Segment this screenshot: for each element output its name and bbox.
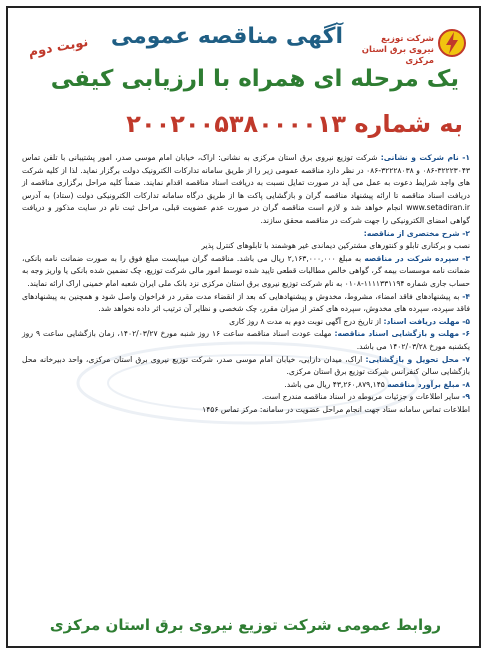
paragraph-text: به پیشنهادهای فاقد امضاء، مشروط، مخدوش و پیشنهادهایی که بعد از انقضاء مدت مقرر در فراخوان واصل شود و همچنین به پیشنهادهای فاقد سپرده، سپرده های مخدوش، سپرده های کمتر از میزان مقرر، چک شخصی و نظایر آن ترتیب اثر داده نخواهد شد. [22,291,470,314]
paragraph-text: از تاریخ درج آگهی نوبت دوم به مدت ۸ روز کاری [229,316,382,326]
paragraph-location [22,354,470,379]
paragraph-text: اطلاعات تماس سامانه ستاد جهت انجام مراحل عضویت در سامانه: مرکز تماس ۱۴۵۶ [202,404,470,414]
paragraph-company [22,152,470,228]
paragraph-text: نصب و برکناری تابلو و کنتورهای مشترکین دیماندی غیر هوشمند با تابلوهای کنترل پذیر [201,241,470,251]
paragraph-deposit [22,253,470,291]
paragraph-label: ۸- مبلغ برآورد مناقصه [387,379,470,389]
lightning-logo-icon [437,28,467,58]
tender-number: به شماره ۲۰۰۲۰۰۵۳۸۰۰۰۰۱۳ [126,110,463,138]
paragraph-opening [22,328,470,353]
paragraph-text: اراک، میدان دارایی، خیابان امام موسی صدر، شرکت توزیع نیروی برق استان مرکزی، واحد دبیرخانه محل بازگشایی سالن کنفرانس شرکت توزیع برق استان مرکزی. [22,354,470,377]
paragraph-text: مهلت عودت اسناد مناقصه ساعت ۱۶ روز شنبه مورخ ۱۴۰۲/۰۳/۲۷، زمان بازگشایی ساعت ۹ روز یکشنبه مورخ ۱۴۰۲/۰۳/۲۸ می باشد. [22,329,470,351]
paragraph-label: ۲- شرح مختصری از مناقصه: [363,228,470,238]
paragraph-other-info [22,391,470,404]
paragraph-description [22,228,470,253]
paragraph-label: ۷- محل تحویل و بازگشایی: [365,354,470,364]
paragraph-label: ۶- مهلت و بازگشایی اسناد مناقصه: [334,329,470,339]
paragraph-label: ۱- نام شرکت و نشانی: [380,153,470,162]
round-badge: نوبت دوم [27,34,90,61]
paragraph-text: شرکت توزیع نیروی برق استان مرکزی به نشانی: اراک، خیابان امام موسی صدر، امور پشتیبانی با تلفن تماس ۳۲۲۲۳۰۴۳-۰۸۶ و ۳۲۲۲۸۰۳۸-۰۸۶ در نظر دارد مناقصه عمومی زیر را از طریق سامانه تدارکات الکترونیک دولت برگزار نماید. لذا از کلیه شرکت های واجد شرایط دعوت به عمل می آید در صورت تمایل نسبت به دریافت اسناد مناقصه اقدام نمایند. ضمناً کلیه مراحل برگزاری مناقصه از دریافت اسناد مناقصه تا ارائه پیشنهاد مناقصه گران و بازگشایی پاکت ها از طریق درگاه سامانه تدارکات الکترونیکی دولت (ستاد) به آدرس www.setadiran.ir انجام خواهد شد و لازم است مناقصه گران در صورت عدم عضویت قبلی، مراحل ثبت نام در سایت مذکور و دریافت گواهی امضای الکترونیکی را جهت شرکت در مناقصه محقق سازند. [22,153,470,225]
paragraph-rejections [22,291,470,316]
paragraph-label: ۹- [462,392,470,402]
paragraph-label: ۳- سپرده شرکت در مناقصه [364,253,471,263]
advertisement-frame [6,6,481,648]
paragraph-label: ۵- مهلت دریافت اسناد: [383,316,470,326]
paragraph-estimate [22,379,470,392]
paragraph-text: ۴۳,۲۶۰,۸۷۹,۱۴۵ ریال می باشد. [284,379,385,389]
paragraph-text: سایر اطلاعات و جزئیات مربوطه در اسناد مناقصه مندرج است. [261,392,460,402]
paragraph-text: به مبلغ ۲,۱۶۳,۰۰۰,۰۰۰ ریال می باشد. مناقصه گران میبایست مبلغ فوق را به صورت ضمانت نامه بانکی، ضمانت نامه موسسات بیمه گر، گواهی خالص مطالبات قطعی تایید شده توسط امور مالی شرکت توزیع، چک تضمین شده بانکی یا واریز وجه به حساب جاری شماره ۱۱۱۱۳۳۱۱۹۴-۰۱۰۸ به نام شرکت توزیع نیروی برق استان مرکزی نزد بانک ملی ایران شعبه امام خمینی اراک ارائه نمایند. [22,253,470,288]
tender-body [22,152,470,416]
subheadline: یک مرحله ای همراه با ارزیابی کیفی [50,66,459,92]
footer-public-relations: روابط عمومی شرکت توزیع نیروی برق استان مرکزی [49,616,442,634]
paragraph-contact [22,404,470,417]
header [18,14,473,144]
headline: آگهی مناقصه عمومی [110,24,343,49]
paragraph-document-deadline [22,316,470,329]
logo-text: شرکت توزیع نیروی برق استان مرکزی [361,34,434,66]
paragraph-label: ۴- [462,291,470,301]
